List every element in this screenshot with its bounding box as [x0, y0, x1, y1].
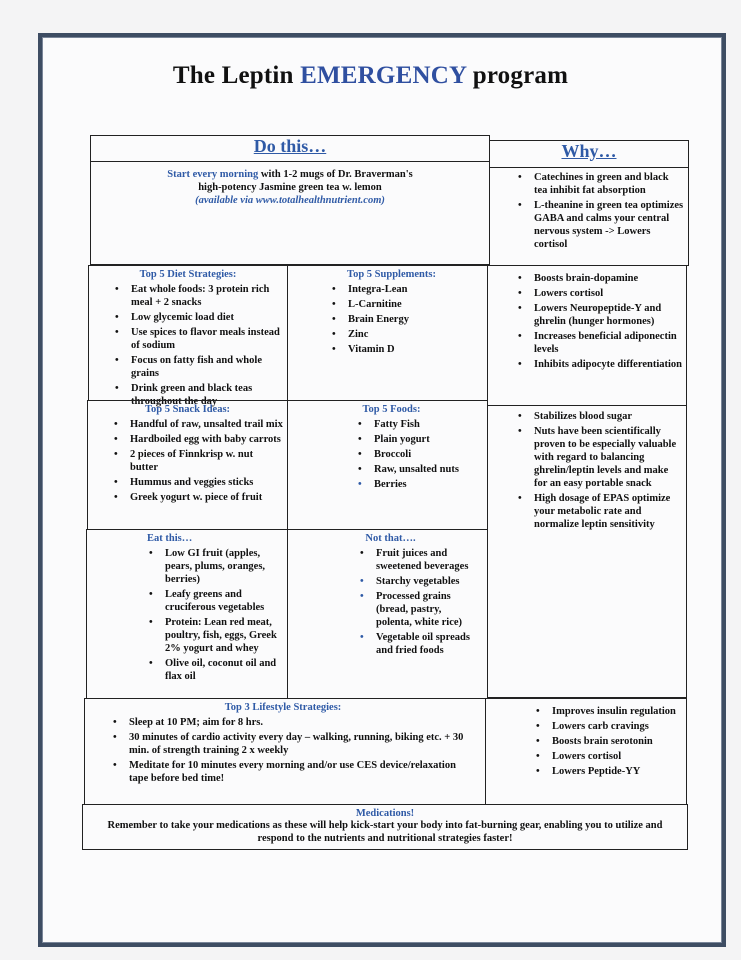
lifestyle-item: • Meditate for 10 minutes every morning and/or use CES device/relaxation tape before bed time!: [129, 759, 477, 785]
food-item: • Berries: [374, 478, 483, 491]
not-that-item: • Starchy vegetables: [376, 575, 479, 588]
foods-heading: Top 5 Foods:: [362, 404, 421, 415]
snacks-cell: [87, 400, 288, 530]
why-header: [489, 140, 689, 168]
supplements-heading: Top 5 Supplements:: [347, 269, 436, 280]
lifestyle-cell: [84, 698, 486, 805]
why-start-cell: [489, 167, 689, 266]
why-lifestyle-item: • Improves insulin regulation: [552, 705, 682, 718]
eat-this-item: • Low GI fruit (apples, pears, plums, oranges, berries): [165, 547, 281, 586]
supplement-item: • Integra-Lean: [348, 283, 483, 296]
snack-item: • Hummus and veggies sticks: [130, 476, 283, 489]
lifestyle-heading: Top 3 Lifestyle Strategies:: [224, 702, 342, 713]
food-item: • Broccoli: [374, 448, 483, 461]
do-this-label: Do this…: [253, 136, 327, 156]
start-morning-cell: [90, 161, 490, 265]
why-lifestyle-cell: [485, 698, 687, 805]
why-snacks-item: • High dosage of EPAS optimize your metabolic rate and normalize leptin sensitivity: [534, 492, 682, 531]
supplement-item: • Vitamin D: [348, 343, 483, 356]
snacks-heading: Top 5 Snack Ideas:: [144, 404, 231, 415]
not-that-item: • Processed grains (bread, pastry, polenta, white rice): [376, 590, 479, 629]
why-diet-item: • Boosts brain-dopamine: [534, 272, 682, 285]
snack-item: • Greek yogurt w. piece of fruit: [130, 491, 283, 504]
why-start-item: • Catechines in green and black tea inhibit fat absorption: [534, 171, 684, 197]
diet-item: • Eat whole foods: 3 protein rich meal + 2 snacks: [131, 283, 283, 309]
eat-this-heading: Eat this…: [147, 533, 193, 544]
why-lifestyle-item: • Lowers Peptide-YY: [552, 765, 682, 778]
why-label: Why…: [561, 141, 617, 161]
why-lifestyle-item: • Boosts brain serotonin: [552, 735, 682, 748]
title-accent: EMERGENCY: [300, 62, 467, 89]
medications-heading: Medications!: [355, 808, 415, 819]
start-lead: Start every morning: [167, 169, 259, 180]
not-that-cell: [287, 529, 488, 699]
eat-this-cell: [86, 529, 288, 699]
supplement-item: • L-Carnitine: [348, 298, 483, 311]
why-diet-item: • Lowers cortisol: [534, 287, 682, 300]
snack-item: • Hardboiled egg with baby carrots: [130, 433, 283, 446]
start-text-1: with 1-2 mugs of Dr. Braverman's: [260, 169, 413, 180]
lifestyle-item: • Sleep at 10 PM; aim for 8 hrs.: [129, 716, 477, 729]
food-item: • Raw, unsalted nuts: [374, 463, 483, 476]
medications-body: Remember to take your medications as these will help kick-start your body into fat-burning gear, enabling you to utilize and respond to the nutrients and nutritional strategies faster!: [107, 820, 663, 844]
why-lifestyle-item: • Lowers cortisol: [552, 750, 682, 763]
start-text-2: high-potency Jasmine green tea w. lemon: [198, 182, 382, 193]
start-link-note: (available via www.totalhealthnutrient.com): [195, 195, 385, 206]
eat-this-item: • Olive oil, coconut oil and flax oil: [165, 657, 281, 683]
diet-item: • Drink green and black teas throughout the day: [131, 382, 283, 408]
supplement-item: • Brain Energy: [348, 313, 483, 326]
snack-item: • Handful of raw, unsalted trail mix: [130, 418, 283, 431]
why-lifestyle-item: • Lowers carb cravings: [552, 720, 682, 733]
title-suffix: program: [472, 62, 569, 89]
do-this-header: [90, 135, 490, 162]
eat-this-item: • Protein: Lean red meat, poultry, fish, eggs, Greek 2% yogurt and whey: [165, 616, 281, 655]
diet-item: • Low glycemic load diet: [131, 311, 283, 324]
supplements-cell: [287, 265, 488, 401]
why-diet-item: • Lowers Neuropeptide-Y and ghrelin (hunger hormones): [534, 302, 682, 328]
food-item: • Plain yogurt: [374, 433, 483, 446]
why-snacks-item: • Nuts have been scientifically proven to be especially valuable with regard to balancing ghrelin/leptin levels and make for an easy portable snack: [534, 425, 682, 490]
why-diet-cell: [487, 265, 687, 406]
diet-item: • Focus on fatty fish and whole grains: [131, 354, 283, 380]
why-snacks-cell: [487, 405, 687, 698]
diet-item: • Use spices to flavor meals instead of sodium: [131, 326, 283, 352]
medications-cell: [82, 804, 688, 850]
page-title: [0, 62, 741, 90]
diet-cell: [88, 265, 288, 407]
not-that-item: • Fruit juices and sweetened beverages: [376, 547, 479, 573]
diet-heading: Top 5 Diet Strategies:: [139, 269, 237, 280]
why-snacks-item: • Stabilizes blood sugar: [534, 410, 682, 423]
supplement-item: • Zinc: [348, 328, 483, 341]
not-that-heading: Not that….: [365, 533, 416, 544]
not-that-item: • Vegetable oil spreads and fried foods: [376, 631, 479, 657]
why-start-item: • L-theanine in green tea optimizes GABA and calms your central nervous system -> Lowers cortisol: [534, 199, 684, 251]
food-item: • Fatty Fish: [374, 418, 483, 431]
title-prefix: The Leptin: [172, 62, 294, 89]
eat-this-item: • Leafy greens and cruciferous vegetables: [165, 588, 281, 614]
foods-cell: [287, 400, 488, 530]
why-diet-item: • Increases beneficial adiponectin levels: [534, 330, 682, 356]
lifestyle-item: • 30 minutes of cardio activity every day – walking, running, biking etc. + 30 min. of strength training 2 x weekly: [129, 731, 477, 757]
why-diet-item: • Inhibits adipocyte differentiation: [534, 358, 682, 371]
snack-item: • 2 pieces of Finnkrisp w. nut butter: [130, 448, 283, 474]
